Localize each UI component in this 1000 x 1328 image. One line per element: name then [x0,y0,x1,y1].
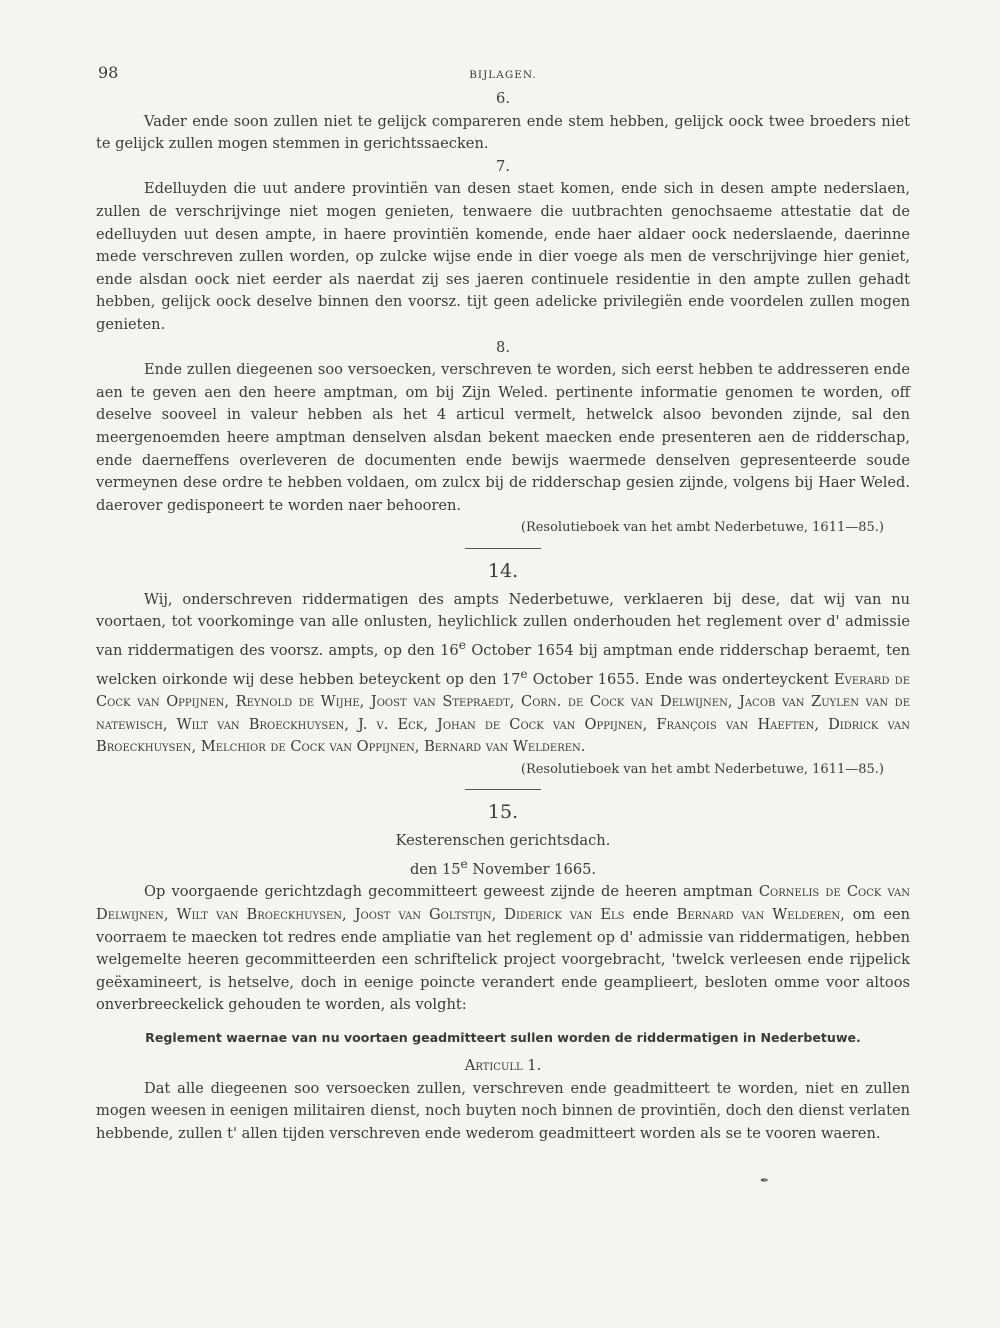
document-15-date-prefix: den 15 [409,860,461,878]
section-8-text: Ende zullen diegeenen soo versoecken, verschreven te worden, sich eerst hebben te addresseren ende aen te geven aen den heere amptman, om bij Zijn Weled. pertinente informatie genomen te worden, off deselve sooveel in valeur hebben als het 4 articul vermelt, hetwelck alsoo bevonden zijnde, sal den meergenoemden heere amptman denselven alsdan bekent maecken ende presenteren aen de ridderschap, ende daerneffens overleveren de documenten ende bewijs waermede denselven gepresenteerde soude vermeynen dese ordre te hebben voldaen, om zulcx bij de ridderschap gesien zijnde, volgens bij Haer Weled. daerover gedisponeert te worden naer behooren. [96,361,910,514]
document-15-date-suffix: November 1665. [467,860,597,878]
document-15-date [96,853,910,881]
document-15-separator-1: , [163,905,177,923]
document-14-text-part2: October 1654 bij amptman ende ridderschap beraemt, ten welcken oirkonde wij dese hebben beteyckent op den 17 [96,641,910,688]
document-15-number: 15. [487,801,519,824]
articul-heading: Articull 1. [464,1056,542,1074]
document-15-name-5: Bernard van Welderen [676,905,841,923]
document-15-text [96,881,910,1017]
document-14-signatories: Everard de Cock van Oppijnen, Reynold de Wijhe, Joost van Stepraedt, Corn. de Cock van Delwijnen, Jacob van Zuylen van de natewisch, Wilt van Broeckhuysen, J. v. Eck, Johan de Cock van Oppijnen, François van Haeften, Didrick van Broeckhuysen, Melchior de Cock van Oppijnen, Bernard van Welderen. [96,670,911,756]
section-7-number: 7. [496,157,510,175]
document-14-superscript-2: e [520,666,528,681]
document-14-text [96,589,910,759]
document-14-text-part1: Wij, onderschreven riddermatigen des ampts Nederbetuwe, verklaeren bij dese, dat wij van nu voortaen, tot voorkominge van alle onlusten, heylichlick zullen onderhouden het reglement over d' admissie van riddermatigen des voorsz. ampts, op den 16 [96,590,910,659]
page-content [96,62,910,1145]
section-6-text: Vader ende soon zullen niet te gelijck compareren ende stem hebben, gelijck oock twee broeders niet te gelijck zullen mogen stemmen in gerichtssaecken. [96,112,910,153]
divider [465,548,541,549]
section-8-source: (Resolutieboek van het ambt Nederbetuwe, 1611—85.) [520,520,884,536]
document-15-separator-4: ende [624,905,677,923]
document-15-name-2: Wilt van Broeckhuysen [176,905,343,923]
running-head [96,62,910,88]
document-15-separator-2: , [342,905,355,923]
document-15-name-1: Cornelis de Cock van Delwijnen [96,883,911,923]
document-15-text-part2: , om een voorraem te maecken tot redres ende ampliatie van het reglement op d' admissie van riddermatigen, hebben welgemelte heeren gecommitteerden een schriftelick project voorgebracht, 'twelck verleesen ende rijpelick geëxamineert, is hetselve, doch in eenige poincte verandert ende geamplieert, besloten omme voor altoos onverbreeckelick gehouden te worden, als volght: [96,905,911,1014]
reglement-title: Reglement waernae van nu voortaen geadmitteert sullen worden de riddermatigen in Nederbetuwe. [145,1029,861,1045]
running-title: BIJLAGEN. [469,69,537,81]
document-14-superscript-1: e [458,638,466,653]
articul-1-text: Dat alle diegeenen soo versoecken zullen, verschreven ende geadmitteert te worden, niet en zullen mogen weesen in eenigen militairen dienst, noch buyten noch binnen de provintiën, doch den dienst verlaten hebbende, zullen t' allen tijden verschreven ende wederom geadmitteert worden als se te vooren waeren. [96,1079,910,1142]
document-14-text-part3: October 1655. Ende was onderteyckent [527,670,834,688]
section-6-number: 6. [496,90,510,107]
section-7-text: Edelluyden die uut andere provintiën van desen staet komen, ende sich in desen ampte nederslaen, zullen de verschrijvinge niet mogen genieten, tenwaere die uutbrachten genochsaeme attestatie dat de edelluyden uut desen ampte, in haere provintiën komende, ende haer aldaer oock nederslaende, daerinne mede verschreven zullen worden, op zulcke wijse ende in dier voege als men de verschrijvinge hier geniet, ende alsdan oock niet eerder als naerdat zij ses jaeren continuele residentie in den ampte zullen gehadt hebben, gelijck oock deselve binnen den voorsz. tijt geen adelicke privilegiën ende voordelen zullen mogen genieten. [96,180,910,333]
page-number: 98 [98,63,119,82]
document-15-separator-3: , [491,905,505,923]
divider [465,789,541,790]
document-15-date-superscript: e [460,856,468,871]
document-14-number: 14. [487,559,519,582]
document-15-name-3: Joost van Goltstijn [354,905,492,923]
document-15-place: Kesterenschen gerichtsdach. [395,832,611,850]
section-8-number: 8. [496,338,510,356]
document-14-source: (Resolutieboek van het ambt Nederbetuwe, 1611—85.) [520,761,884,777]
document-15-name-4: Diderick van Els [504,905,625,923]
catchword-mark: ✒ [760,1174,770,1187]
document-15-text-part1: Op voorgaende gerichtzdagh gecommitteert geweest zijnde de heeren amptman [144,883,759,901]
